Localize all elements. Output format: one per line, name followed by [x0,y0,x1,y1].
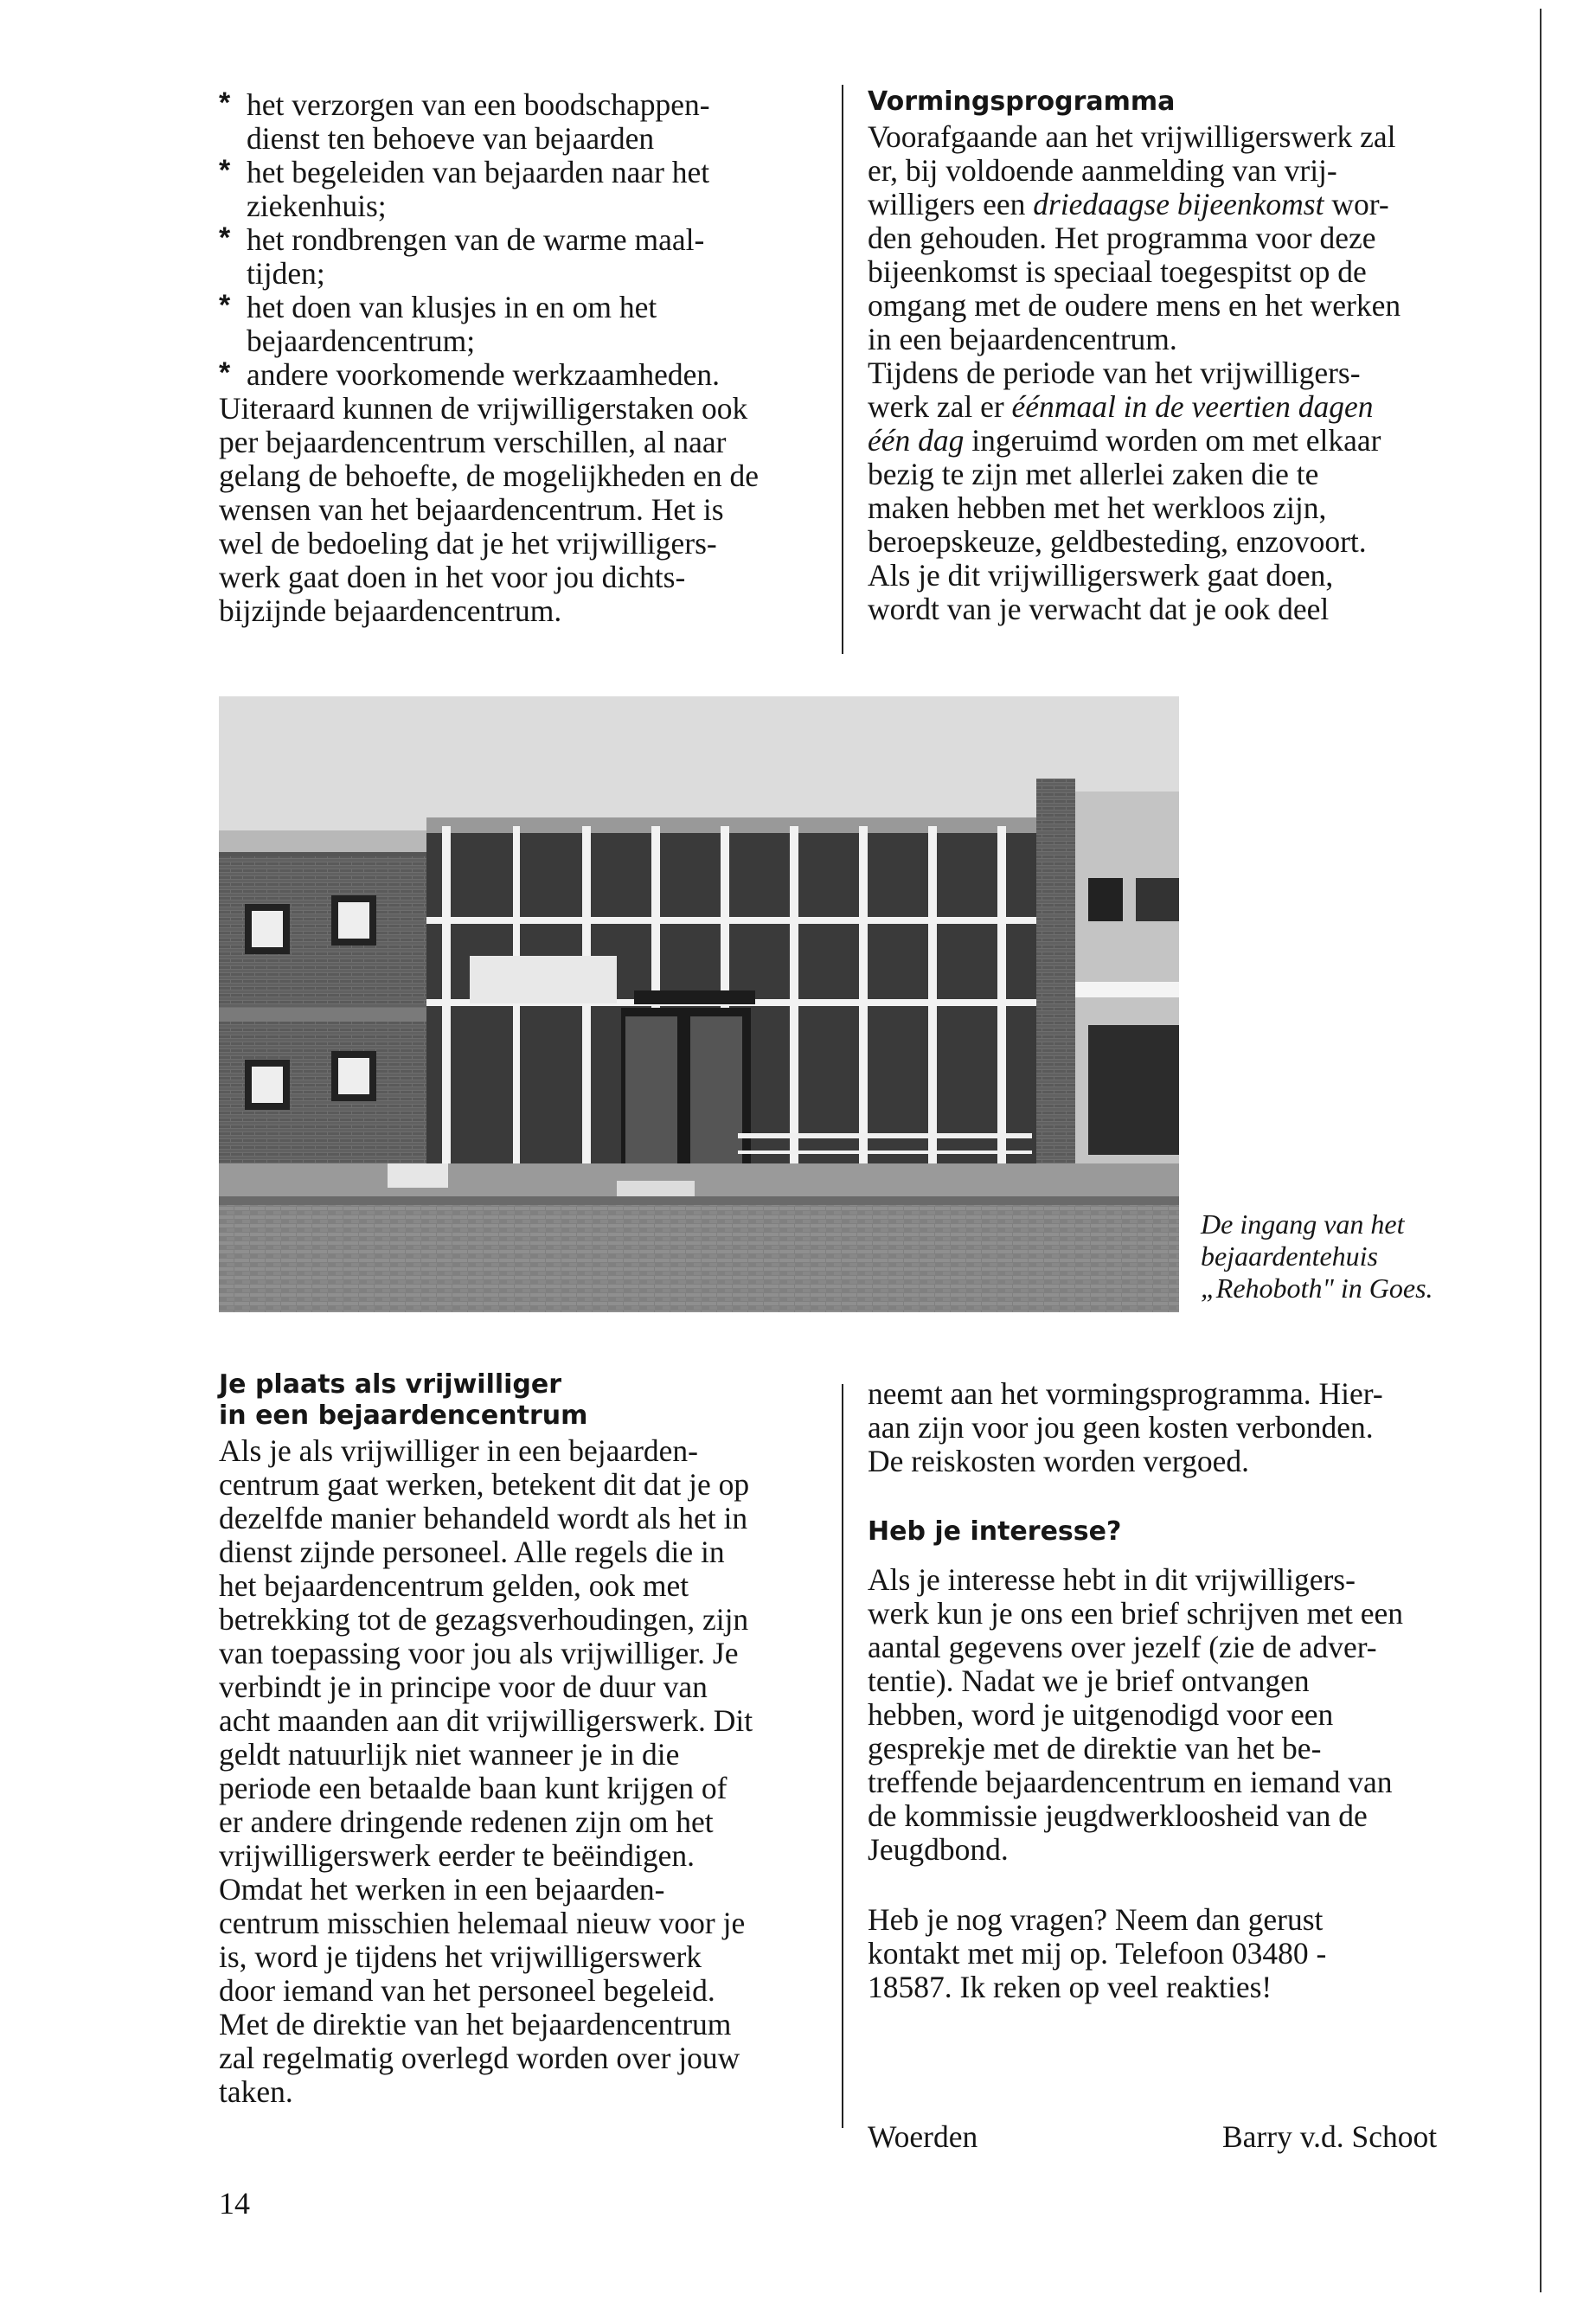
column-left-bottom [219,1369,842,2109]
list-item: * het verzorgen van een boodschappen- dienst ten behoeve van bejaarden [219,88,842,156]
column-right-bottom [868,1377,1508,2004]
building-photo [219,696,1179,1312]
body-paragraph: Voorafgaande aan het vrijwilligerswerk zal er, bij voldoende aanmelding van vrij- willigers een driedaagse bijeenkomst wor- den gehouden. Het programma voor deze bijeenkomst is speciaal toegespitst op de omgang met de oudere mens en het werken in een bejaardencentrum. [868,119,1401,356]
closing-paragraph: Heb je nog vragen? Neem dan gerust kontakt met mij op. Telefoon 03480 - 18587. Ik reken op veel reakties! [868,1902,1327,2004]
page-number: 14 [219,2186,250,2221]
page-edge-line [1540,9,1542,2292]
body-paragraph: Uiteraard kunnen de vrijwilligerstaken ook per bejaardencentrum verschillen, al naar gelang de behoefte, de mogelijkheden en de wensen van het bejaardencentrum. Het is wel de bedoeling dat je het vrijwilligers- werk gaat doen in het voor jou dichts- bijzijnde bejaardencentrum. [219,391,759,628]
list-item: * het doen van klusjes in en om het bejaardencentrum; [219,291,842,358]
body-paragraph: Als je als vrijwilliger in een bejaarden- centrum gaat werken, betekent dit dat je op dezelfde manier behandeld wordt als het in dienst zijnde personeel. Alle regels die in het bejaardencentrum gelden, ook met betrekking tot de gezagsverhoudingen, zijn van toepassing voor jou als vrijwilliger. Je verbindt je in principe voor de duur van acht maanden aan dit vrijwilligerswerk. Dit geldt natuurlijk niet wanneer je in die periode een betaalde baan kunt krijgen of er andere dringende redenen zijn om het vrijwilligerswerk eerder te beëindigen. Omdat het werken in een bejaarden- centrum misschien helemaal nieuw voor je is, word je tijdens het vrijwilligerswerk door iemand van het personeel begeleid. Met de direktie van het bejaardencentrum zal regelmatig overlegd worden over jouw taken. [219,1433,753,2109]
section-heading: Je plaats als vrijwilliger in een bejaardencentrum [219,1369,588,1431]
signature-author: Barry v.d. Schoot [1222,2119,1438,2154]
body-paragraph: Als je interesse hebt in dit vrijwilligers- werk kun je ons een brief schrijven met een aantal gegevens over jezelf (zie de adver- tentie). Nadat we je brief ontvangen hebben, word je uitgenodigd voor een gesprekje met de direktie van het be- treffende bejaardencentrum en iemand van de kommissie jeugdwerkloosheid van de Jeugdbond. [868,1562,1404,1867]
photo-caption: De ingang van het bejaardentehuis „Rehoboth" in Goes. [1201,1208,1433,1304]
section-heading: Heb je interesse? [868,1516,1122,1547]
list-item: * andere voorkomende werkzaamheden. [219,358,842,392]
body-paragraph: Tijdens de periode van het vrijwilligers- werk zal er éénmaal in de veertien dagen één dag ingeruimd worden om met elkaar bezig te zijn met allerlei zaken die te maken hebben met het werkloos zijn, beroepskeuze, geldbesteding, enzovoort. Als je dit vrijwilligerswerk gaat doen, wordt van je verwacht dat je ook deel [868,356,1381,626]
body-paragraph: neemt aan het vormingsprogramma. Hier- aan zijn voor jou geen kosten verbonden. De reiskosten worden vergoed. [868,1376,1383,1478]
column-divider [842,85,843,654]
column-right-top [868,87,1508,626]
list-item: * het rondbrengen van de warme maal- tijden; [219,223,842,291]
column-left-top [219,88,842,628]
signature-place: Woerden [868,2119,978,2154]
list-item: * het begeleiden van bejaarden naar het ziekenhuis; [219,156,842,223]
task-list [219,88,842,392]
section-heading: Vormingsprogramma [868,87,1176,117]
column-divider [842,1384,843,2128]
